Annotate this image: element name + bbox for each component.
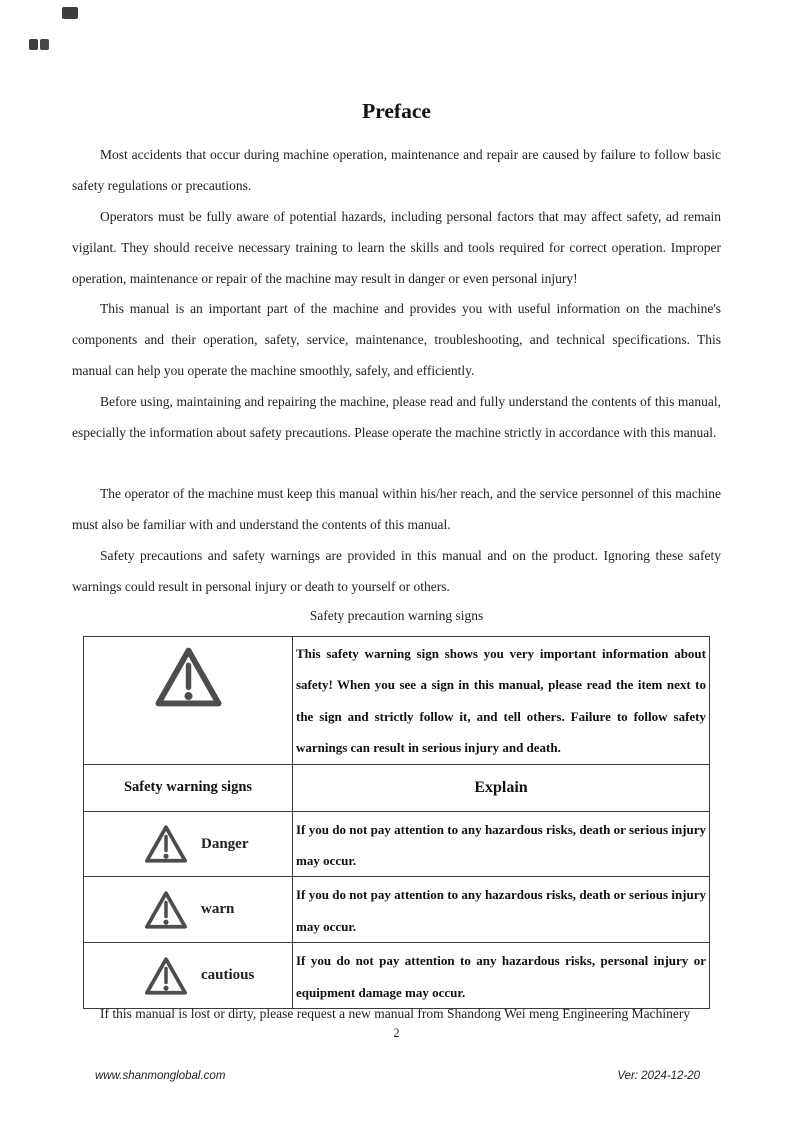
paragraph: Before using, maintaining and repairing the machine, please read and fully understand the contents of this manual, especially the information about safety precautions. Please operate the machine strictly in accordance with this manual.: [72, 394, 721, 440]
warning-sign-cell: [84, 811, 293, 877]
table-caption: Safety precaution warning signs: [309, 608, 484, 623]
closing-paragraph: If this manual is lost or dirty, please request a new manual from Shandong Wei meng Engineering Machinery: [100, 1006, 691, 1021]
explain-cell: If you do not pay attention to any hazardous risks, death or serious injury may occur.: [293, 877, 710, 943]
paragraph: Operators must be fully aware of potential hazards, including personal factors that may affect safety, ad remain vigilant. They should receive necessary training to learn the skills and tools required for correct operation. Improper operation, maintenance or repair of the machine may result in danger or even personal injury!: [72, 209, 721, 286]
footer-website: www.shanmonglobal.com: [95, 1070, 226, 1082]
column-header-signs: Safety warning signs: [84, 764, 293, 811]
footer-version: Ver: 2024-12-20: [617, 1070, 700, 1082]
warning-sign-cell: [84, 877, 293, 943]
warning-triangle-icon: [142, 889, 190, 931]
warning-triangle-icon: [142, 823, 190, 865]
sign-label: cautious: [201, 967, 255, 984]
page-title: Preface: [362, 99, 431, 123]
scan-artifact-mark: [29, 39, 38, 50]
safety-signs-table: [83, 636, 710, 1009]
explain-cell: If you do not pay attention to any hazardous risks, personal injury or equipment damage may occur.: [293, 943, 710, 1009]
sign-label: warn: [201, 901, 235, 918]
table-row-danger: [84, 811, 710, 877]
table-row-warn: [84, 877, 710, 943]
table-row-intro: [84, 637, 710, 765]
warning-triangle-icon: [142, 955, 190, 997]
table-row-cautious: [84, 943, 710, 1009]
paragraph: Most accidents that occur during machine operation, maintenance and repair are caused by failure to follow basic safety regulations or precautions.: [72, 147, 721, 193]
sign-label: Danger: [201, 835, 249, 852]
warning-sign-cell: [84, 943, 293, 1009]
warning-sign-cell: [84, 637, 293, 765]
column-header-explain: Explain: [293, 764, 710, 811]
table-header-row: [84, 764, 710, 811]
explain-cell: This safety warning sign shows you very important information about safety! When you see a sign in this manual, please read the item next to the sign and strictly follow it, and tell others. Failure to follow safety warnings can result in serious injury and death.: [293, 637, 710, 765]
scan-artifact-mark: [62, 7, 78, 19]
paragraph: Safety precautions and safety warnings are provided in this manual and on the product. Ignoring these safety warnings could result in personal injury or death to yourself or others.: [72, 548, 721, 594]
warning-triangle-icon: [151, 644, 226, 710]
explain-cell: If you do not pay attention to any hazardous risks, death or serious injury may occur.: [293, 811, 710, 877]
paragraph: The operator of the machine must keep this manual within his/her reach, and the service personnel of this machine must also be familiar with and understand the contents of this manual.: [72, 486, 721, 532]
page-number: 2: [393, 1026, 400, 1040]
paragraph: This manual is an important part of the machine and provides you with useful information on the machine's components and their operation, safety, service, maintenance, troubleshooting, and technical specifications. This manual can help you operate the machine smoothly, safely, and efficiently.: [72, 301, 721, 378]
